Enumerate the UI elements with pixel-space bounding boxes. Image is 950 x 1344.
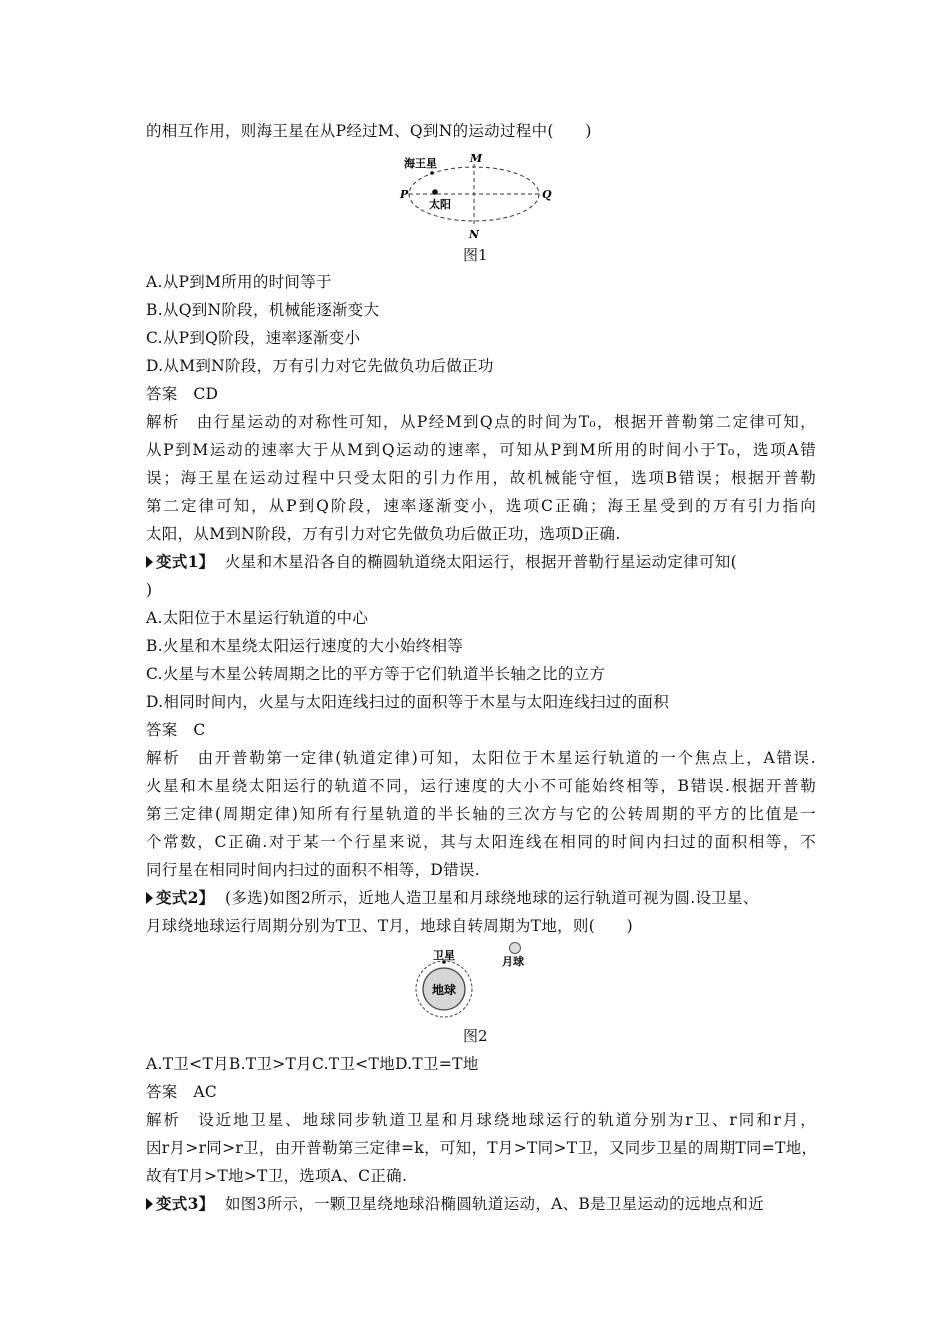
neptune-label: 海王星 xyxy=(404,157,437,170)
variant-2-stem-line xyxy=(146,888,816,908)
variant-1-stem: 火星和木星沿各自的椭圆轨道绕太阳运行，根据开普勒行星运动定律可知( xyxy=(224,553,737,571)
q1-analysis-line: 解析 由行星运动的对称性可知，从P经M到Q点的时间为T₀，根据开普勒第二定律可知， xyxy=(146,413,816,431)
variant-1-option-b: B.火星和木星绕太阳运行速度的大小始终相等 xyxy=(146,637,464,655)
variant-2-answer: 答案 AC xyxy=(146,1083,218,1101)
point-q-label: Q xyxy=(542,188,552,201)
point-n-label: N xyxy=(469,228,480,240)
variant-1-stem-tail: ) xyxy=(146,581,153,599)
variant-1-analysis-line: 解析 由开普勒第一定律(轨道定律)可知，太阳位于木星运行轨道的一个焦点上，A错误. xyxy=(146,749,816,767)
variant-2-options: A.T卫<T月B.T卫>T月C.T卫<T地D.T卫=T地 xyxy=(146,1055,479,1073)
sun-dot xyxy=(432,189,438,195)
variant-2-analysis-line: 故有T月>T地>T卫，选项A、C正确. xyxy=(146,1167,408,1185)
moon-circle xyxy=(510,943,521,954)
variant-1-option-a: A.太阳位于木星运行轨道的中心 xyxy=(146,609,369,627)
satellite-label: 卫星 xyxy=(433,949,455,962)
variant-1-analysis-line: 同行星在相同时间内扫过的面积不相等，D错误. xyxy=(146,861,480,879)
point-p-label: P xyxy=(400,188,409,201)
variant-2-analysis-line: 因r月>r同>r卫，由开普勒第三定律=k，可知，T月>T同>T卫，又同步卫星的周期T同=T地， xyxy=(146,1139,818,1157)
q1-analysis-line: 从P到M运动的速率大于从M到Q运动的速率，可知从P到M所用的时间小于T₀，选项A错 xyxy=(146,441,816,459)
variant-3-stem-line xyxy=(146,1194,816,1214)
q1-option-a: A.从P到M所用的时间等于 xyxy=(146,273,332,291)
q1-option-d: D.从M到N阶段，万有引力对它先做负功后做正功 xyxy=(146,357,494,375)
sun-label: 太阳 xyxy=(429,198,451,211)
variant-1-analysis-line: 火星和木星绕太阳运行的轨道不同，运行速度的大小不可能始终相等，B错误.根据开普勒 xyxy=(146,777,816,795)
earth-label: 地球 xyxy=(432,983,457,997)
figure-2-diagram xyxy=(412,940,542,1022)
q1-option-c: C.从P到Q阶段，速率逐渐变小 xyxy=(146,329,361,347)
q1-option-b: B.从Q到N阶段，机械能逐渐变大 xyxy=(146,301,380,319)
figure-2-caption: 图2 xyxy=(463,1027,488,1045)
variant-1-stem-line xyxy=(146,552,816,572)
variant-2-tag: 变式2】 xyxy=(146,888,215,907)
q1-analysis-line: 太阳，从M到N阶段，万有引力对它先做负功后做正功，选项D正确. xyxy=(146,525,621,543)
point-m-label: M xyxy=(470,152,483,165)
q1-analysis-line: 误；海王星在运动过程中只受太阳的引力作用，故机械能守恒，选项B错误；根据开普勒 xyxy=(146,469,816,487)
variant-1-tag: 变式1】 xyxy=(146,552,215,571)
variant-1-answer: 答案 C xyxy=(146,721,206,739)
variant-1-analysis-line: 个常数，C正确.对于某一个行星来说，其与太阳连线在相同的时间内扫过的面积相等，不 xyxy=(146,833,816,851)
moon-label: 月球 xyxy=(502,955,524,968)
variant-1-option-c: C.火星与木星公转周期之比的平方等于它们轨道半长轴之比的立方 xyxy=(146,665,606,683)
intro-line: 的相互作用，则海王星在从P经过M、Q到N的运动过程中( ) xyxy=(146,122,592,140)
variant-1-analysis-line: 第三定律(周期定律)知所有行星轨道的半长轴的三次方与它的公转周期的平方的比值是一 xyxy=(146,805,816,823)
variant-2-analysis-line: 解析 设近地卫星、地球同步轨道卫星和月球绕地球运行的轨道分别为r卫、r同和r月， xyxy=(146,1111,816,1129)
variant-1-option-d: D.相同时间内，火星与太阳连线扫过的面积等于木星与太阳连线扫过的面积 xyxy=(146,693,670,711)
variant-2-stem-line-2: 月球绕地球运行周期分别为T卫、T月，地球自转周期为T地，则( ) xyxy=(146,917,634,935)
neptune-dot xyxy=(430,171,434,175)
figure-1-diagram xyxy=(398,150,554,240)
variant-2-stem: (多选)如图2所示，近地人造卫星和月球绕地球的运行轨道可视为圆.设卫星、 xyxy=(224,889,759,907)
q1-analysis-line: 第二定律可知，从P到Q阶段，速率逐渐变小，选项C正确；海王星受到的万有引力指向 xyxy=(146,497,816,515)
figure-1-caption: 图1 xyxy=(463,246,488,264)
q1-answer: 答案 CD xyxy=(146,385,219,403)
variant-3-tag: 变式3】 xyxy=(146,1194,215,1213)
variant-3-stem: 如图3所示，一颗卫星绕地球沿椭圆轨道运动，A、B是卫星运动的远地点和近 xyxy=(224,1195,764,1213)
